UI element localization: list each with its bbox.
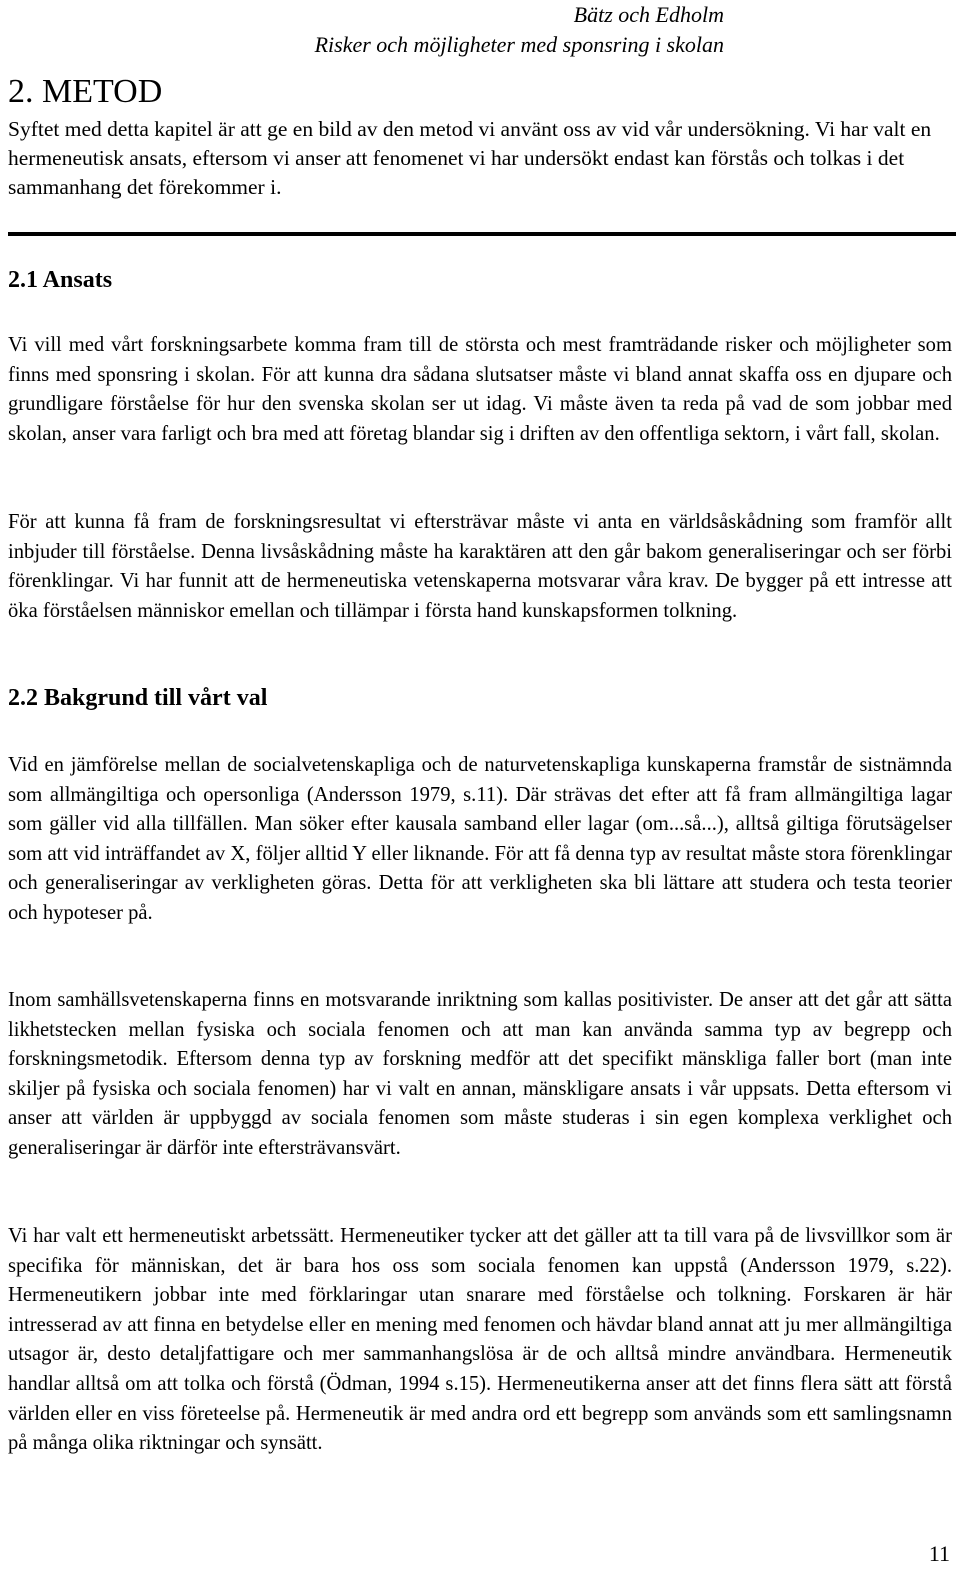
horizontal-rule (8, 232, 956, 236)
running-header (315, 0, 724, 60)
section-heading-bakgrund: 2.2 Bakgrund till vårt val (8, 685, 268, 711)
header-title: Risker och möjligheter med sponsring i skolan (314, 32, 724, 57)
header-authors: Bätz och Edholm (573, 2, 724, 27)
section-heading-ansats: 2.1 Ansats (8, 267, 113, 293)
paragraph-bakgrund-3: Vi har valt ett hermeneutiskt arbetssätt. Hermeneutiker tycker att det gäller att ta till vara på de livsvillkor som är specifika för människan, det är bara hos oss som sociala fenomen kan uppstå (Andersson 1979, s.22). Hermeneutikern jobbar inte med förklaringar utan snarare med förståelse och tolkning. Forskaren är här intresserad av att finna en betydelse eller en mening med fenomen och hävdar bland annat att ju mer allmängiltiga utsagor är, desto detaljfattigare och mer sammanhangslösa är de och alltså mindre användbara. Hermeneutik handlar alltså om att tolka och förstå (Ödman, 1994 s.15). Hermeneutikerna anser att det finns flera sätt att förstå världen eller en viss företeelse på. Hermeneutik är med andra ord ett begrepp som används som ett samlingsnamn på många olika riktningar och synsätt. (8, 1225, 952, 1455)
chapter-intro: Syftet med detta kapitel är att ge en bild av den metod vi använt oss av vid vår undersökning. Vi har valt en hermeneutisk ansats, eftersom vi anser att fenomenet vi har undersökt endast kan förstås och tolkas i det sammanhang det förekommer i. (8, 117, 932, 199)
paragraph-bakgrund-2: Inom samhällsvetenskaperna finns en motsvarande inriktning som kallas positivister. De anser att det går att sätta likhetstecken mellan fysiska och sociala fenomen och att man kan använda samma typ av begrepp och forskningsmetodik. Eftersom denna typ av forskning medför att det specifikt mänskliga faller bort (man inte skiljer på fysiska och sociala fenomen) har vi valt en annan, mänskligare ansats i vår uppsats. Detta eftersom vi anser att världen är uppbyggd av sociala fenomen som måste studeras i sin egen komplexa verklighet och generaliseringar är därför inte eftersträvansvärt. (8, 989, 952, 1159)
paragraph-bakgrund-1: Vid en jämförelse mellan de socialvetenskapliga och de naturvetenskapliga kunskaperna framstår de sistnämnda som allmängiltiga och opersonliga (Andersson 1979, s.11). Där strävas det efter att få fram allmängiltiga lagar som gäller vid alla tillfällen. Man söker efter kausala samband eller lagar (om...så...), alltså giltiga förutsägelser som att vid inträffandet av X, följer alltid Y eller liknande. För att få denna typ av resultat måste stora förenklingar och generaliseringar av verkligheten göras. Detta för att verkligheten ska bli lättare att studera och testa teorier och hypoteser på. (8, 754, 952, 924)
page-number: 11 (928, 1541, 950, 1566)
paragraph-ansats-2: För att kunna få fram de forskningsresultat vi eftersträvar måste vi anta en världsåskådning som framför allt inbjuder till förståelse. Denna livsåskådning måste ha karaktären att den går bakom generaliseringar och ser förbi förenklingar. Vi har funnit att de hermeneutiska vetenskaperna motsvarar våra krav. De bygger på ett intresse att öka förståelsen människor emellan och tillämpar i första hand kunskapsformen tolkning. (8, 511, 952, 622)
paragraph-ansats-1: Vi vill med vårt forskningsarbete komma fram till de största och mest framträdande risker och möjligheter som finns med sponsring i skolan. För att kunna dra sådana slutsatser måste vi bland annat skaffa oss en djupare och grundligare förståelse för hur den svenska skolan ser ut idag. Vi måste även ta reda på vad de som jobbar med skolan, anser vara farligt och bra med att företag blandar sig i driften av den offentliga sektorn, i vårt fall, skolan. (8, 334, 952, 445)
chapter-heading: 2. METOD (8, 73, 163, 110)
